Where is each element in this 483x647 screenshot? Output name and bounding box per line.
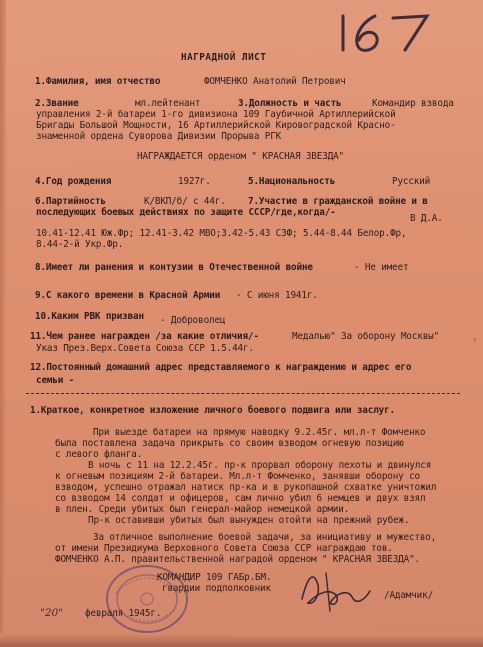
field-10-label: 10.Каким РВК призван [35,311,144,322]
field-3-value-line3: Бригады Большой Мощности, 16 Артиллерийской Кировоградской Красно- [36,120,396,131]
field-12-label-line2: семьи - [36,375,75,386]
field-2-label: 2.Звание [35,98,79,109]
commander-title: КОМАНДИР 109 ГАБр.БМ. [157,572,272,583]
field-8-label: 8.Имеет ли ранения и контузии в Отечественной войне [35,262,313,273]
field-5-label: 5.Национальность [248,176,336,187]
field-2-rank: мл.лейтенант [135,98,201,109]
narrative-line: к огневым позициям 2-й батареи. Мл.л-т Фомченко, занявши оборону со [55,471,420,482]
field-4-label: 4.Год рождения [35,176,112,187]
commander-rank: гвардии подполковник [162,583,271,594]
narrative-line: ФОМЧЕНКО А.П. правительственной наградой орденом " КРАСНАЯ ЗВЕЗДА". [55,554,420,565]
section-divider [26,393,460,394]
field-10-value: - Доброволец [160,315,226,326]
commander-name: /Адамчик/ [384,590,434,601]
field-3-label: 3.Должность и часть [238,98,342,109]
field-1-label: 1.Фамилия, имя отчество [35,76,161,87]
document-heading: НАГРАДНОЙ ЛИСТ [181,52,267,63]
field-8-value: - Не имеет [354,262,409,273]
field-5-value: Русский [392,176,431,187]
nomination-line: НАГРАЖДАЕТСЯ орденом " КРАСНАЯ ЗВЕЗДА" [137,151,344,162]
field-6-label: 6.Партийность [35,196,106,207]
narrative-line: За отличное выполнение боевой задачи, за инициативу и мужество, [93,532,437,543]
field-9-value: - С июня 1941г. [236,290,318,301]
field-7-label-line2: последующих боевых действиях по защите СССР/где,когда/- [36,207,336,218]
narrative-line: взводом, успешно отражал натиск пр-ка и в рукопашной схватке уничтожил [55,482,437,493]
scan-bottom-edge [0,633,483,647]
field-11-label: 11.Чем ранее награжден /за какие отличия/- [30,331,259,342]
field-11-value-line1: Медалью" За оборону Москвы" [292,331,440,342]
field-3-value-line1: Командир взвода [372,98,454,109]
scan-edge-arrow-icon: › [472,335,478,345]
narrative-line: со взводом 14 солдат и офицеров, сам лично убил 6 немцев и двух взял [55,493,426,504]
narrative-line: В ночь с 11 на 12.2.45г. пр-к прорвал оборону пехоты и двинулся [88,460,432,471]
field-7-value-line3: 8.44-2-й Укр.Фр. [36,239,124,250]
field-9-label: 9.С какого времени в Красной Армии [35,290,221,301]
scan-left-edge [0,0,6,647]
narrative-line: При выезде батареи на прямую наводку 9.2.45г. мл.л-т Фомченко [93,427,426,438]
narrative-line: была поставлена задача прикрыть со своим взводом огневую позицию [55,438,404,449]
narrative-line: с левого фланга. [55,449,143,460]
field-11-value-line2: Указ През.Верх.Совета Союза ССР 1.5.44г. [36,343,254,354]
narrative-line: Пр-к оставивши убитых был вынужден отойти на прежний рубеж. [88,515,410,526]
date-day: "20" [40,607,64,619]
field-1-value: ФОМЧЕНКО Анатолий Петрович [204,76,346,87]
field-7-value-line1: В Д.А. [410,213,443,224]
field-12-label-line1: 12.Постоянный домашний адрес представляемого к награждению и адрес его [30,362,412,373]
field-6-value: К/ВКП/б/ с 44г. [144,196,226,207]
commander-signature [296,565,376,617]
field-3-value-line4: знаменной ордена Суворова Дивизии Прорыва РГК [36,131,282,142]
summary-heading: 1.Краткое, конкретное изложение личного боевого подвига или заслуг. [30,405,395,416]
field-7-label-line1: 7.Участие в гражданской войне и в [248,196,428,207]
narrative-line: от имени Президиума Верховного Совета Союза ССР награждаю тов. [55,543,393,554]
field-7-value-line2: 10.41-12.41 Юж.Фр; 12.41-3.42 МВО;3.42-5.43 СЗФ; 5.44-8.44 Белор.Фр, [36,228,407,239]
date-month-year: февраля 1945г. [85,608,162,619]
narrative-line: в плен. Среди убитых был генерал-майор немецкой армии. [55,504,350,515]
field-4-value: 1927г. [178,176,211,187]
archive-number [335,10,445,58]
field-3-value-line2: управления 2-й батареи 1-го дивизиона 109 Гаубичной Артиллерийской [36,109,396,120]
